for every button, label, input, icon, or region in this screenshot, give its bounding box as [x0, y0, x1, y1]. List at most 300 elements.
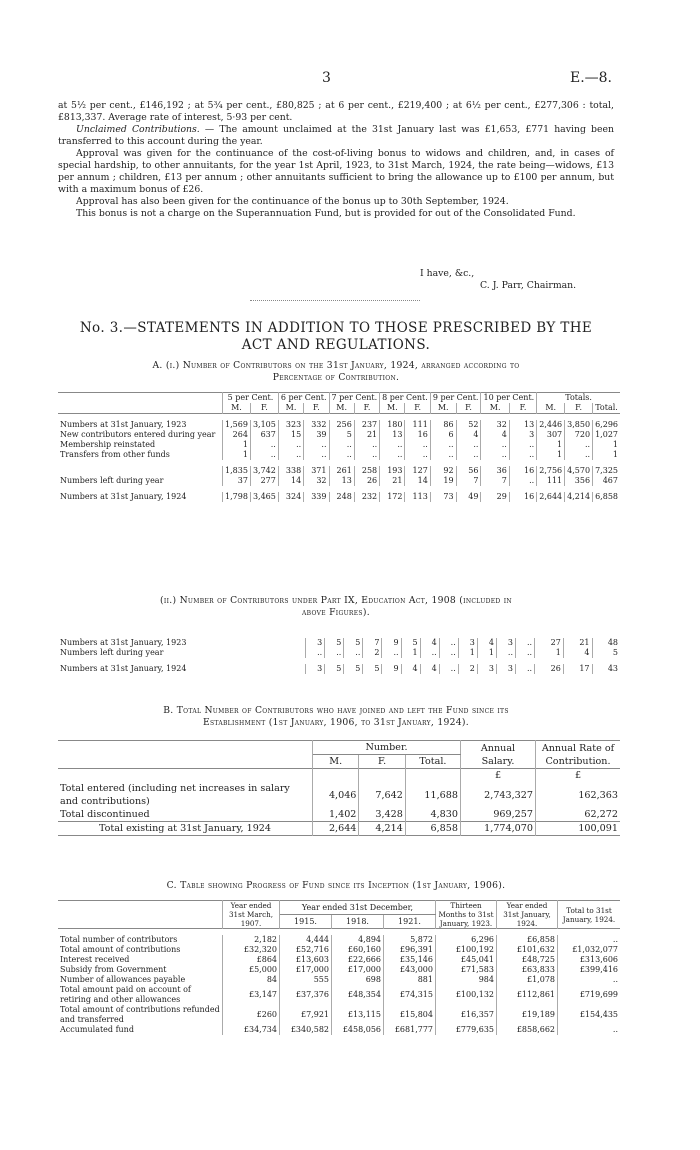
row-label: Numbers at 31st January, 1924 — [58, 492, 223, 502]
table-cell: 84 — [223, 975, 280, 985]
table-b-cell: 969,257 — [461, 808, 536, 822]
table-cell: £458,056 — [332, 1025, 384, 1035]
table-cell: 323 — [278, 420, 303, 430]
table-b-caption-line-1: B. Total Number of Contributors who have joined and left the Fund since its — [163, 705, 509, 716]
table-cell: £13,115 — [332, 1005, 384, 1025]
table-cell: 180 — [380, 420, 405, 430]
table-b-number-head: Number. — [313, 741, 461, 755]
table-cell: .. — [439, 648, 458, 658]
table-cell: 172 — [380, 492, 405, 502]
table-cell: 48 — [607, 638, 618, 647]
table-cell: 264 — [223, 430, 251, 440]
table-row — [58, 985, 620, 1005]
table-cell: 15 — [278, 430, 303, 440]
sub-head-f: F. — [250, 403, 278, 414]
table-b-label-head — [58, 741, 313, 769]
table-b-cell: 162,363 — [578, 789, 618, 801]
table-cell: 248 — [329, 492, 354, 502]
group-head-5: 5 per Cent. — [223, 393, 279, 404]
table-cell: 356 — [565, 476, 593, 486]
table-cell: .. — [306, 648, 325, 658]
table-cell: 1 — [223, 450, 251, 460]
group-head-totals: Totals. — [565, 393, 592, 402]
table-cell: .. — [430, 450, 456, 460]
table-cell: .. — [496, 648, 515, 658]
table-row — [58, 955, 620, 965]
table-cell: 1,027 — [595, 430, 618, 439]
table-cell: £112,861 — [497, 985, 558, 1005]
table-row — [58, 965, 620, 975]
table-cell: .. — [380, 440, 405, 450]
table-cell: £96,391 — [384, 945, 436, 955]
row-label: Numbers at 31st January, 1923 — [58, 638, 306, 648]
table-cell: £34,734 — [223, 1025, 280, 1035]
table-cell: 1,835 — [223, 466, 251, 476]
table-cell: 4,444 — [280, 935, 332, 945]
group-head-8: 8 per Cent. — [380, 393, 431, 404]
row-label: Number of allowances payable — [58, 975, 223, 985]
table-b-row-label: Total entered (including net increases in salary and contributions) — [58, 782, 313, 808]
table-row — [58, 420, 620, 430]
table-cell: .. — [329, 450, 354, 460]
table-cell: .. — [439, 664, 458, 674]
table-c-head-1907: Year ended 31st March, 1907. — [223, 901, 280, 929]
approval-paragraph-1: Approval was given for the continuance of the cost-of-living bonus to widows and children, and, in cases of special hardship, to other annuitants, for the year 1st April, 1923, to 31st March, 1924, the rate being—widows, £13 per annum ; children, £13 per annum ; other annuitants sufficient to bring the allowance up to £100 per annum, but with a maximum bonus of £26. — [58, 148, 614, 195]
row-label: Interest received — [58, 955, 223, 965]
table-cell: 86 — [430, 420, 456, 430]
table-c — [58, 900, 620, 1035]
table-cell: 16 — [509, 492, 536, 502]
table-cell: 36 — [481, 466, 509, 476]
table-b-m-head: M. — [313, 755, 359, 769]
table-cell: £7,921 — [280, 1005, 332, 1025]
table-cell: 3 — [306, 664, 325, 674]
row-label: Transfers from other funds — [58, 450, 223, 460]
table-b-caption-line-2: Establishment (1st January, 1906, to 31st January, 1924). — [202, 717, 470, 728]
table-b-cell: 62,272 — [584, 809, 618, 820]
table-cell: £779,635 — [436, 1025, 497, 1035]
table-cell: 7 — [481, 476, 509, 486]
page-header — [0, 70, 700, 90]
table-cell: 4 — [401, 664, 420, 674]
table-cell: £48,354 — [332, 985, 384, 1005]
table-cell: £101,632 — [497, 945, 558, 955]
table-cell: £63,833 — [497, 965, 558, 975]
table-row — [58, 440, 620, 450]
table-cell: 5 — [325, 638, 344, 648]
table-cell: 1 — [535, 648, 564, 658]
section-heading-line-2: ACT AND REGULATIONS. — [241, 337, 431, 353]
table-cell: .. — [509, 476, 536, 486]
table-cell: 984 — [436, 975, 497, 985]
table-cell: 7 — [363, 638, 382, 648]
table-cell: £22,666 — [332, 955, 384, 965]
table-cell: 232 — [354, 492, 379, 502]
table-cell: .. — [430, 440, 456, 450]
table-cell: 13 — [380, 430, 405, 440]
table-cell: 307 — [537, 430, 565, 440]
table-cell: 6,296 — [436, 935, 497, 945]
table-a-caption-line-1: A. (i.) Number of Contributors on the 31st January, 1924, arranged according to — [152, 360, 520, 371]
group-head-9: 9 per Cent. — [430, 393, 481, 404]
table-cell: 19 — [430, 476, 456, 486]
table-cell: £19,189 — [497, 1005, 558, 1025]
table-cell: 5 — [329, 430, 354, 440]
table-cell: 21 — [354, 430, 379, 440]
table-cell: 21 — [563, 638, 592, 648]
table-cell: 5 — [363, 664, 382, 674]
table-cell: £13,603 — [280, 955, 332, 965]
table-cell: 14 — [405, 476, 430, 486]
sub-head-total: Total. — [595, 403, 618, 412]
table-cell: .. — [344, 648, 363, 658]
table-c-caption: C. Table showing Progress of Fund since its Inception (1st January, 1906). — [166, 880, 506, 891]
table-cell: .. — [329, 440, 354, 450]
row-label: Membership reinstated — [58, 440, 223, 450]
page-number: 3 — [322, 70, 331, 86]
table-cell: 5 — [344, 638, 363, 648]
table-b-cell: 4,214 — [359, 822, 405, 836]
rate-unit: £ — [574, 770, 582, 781]
sub-head-f: F. — [456, 403, 481, 414]
table-cell: £3,147 — [223, 985, 280, 1005]
row-label: Total amount paid on account of retiring and other allowances — [58, 985, 223, 1005]
row-label: Total number of contributors — [58, 935, 223, 945]
table-cell: 4 — [481, 430, 509, 440]
table-cell: 881 — [384, 975, 436, 985]
table-cell: .. — [354, 440, 379, 450]
table-cell: 4 — [420, 638, 439, 648]
sub-head-m: M. — [481, 403, 509, 414]
table-cell: 4 — [420, 664, 439, 674]
table-cell: 1 — [477, 648, 496, 658]
table-cell: .. — [509, 440, 536, 450]
sub-head-f: F. — [354, 403, 379, 414]
table-cell: 17 — [563, 664, 592, 674]
table-row — [58, 466, 620, 476]
divider — [250, 300, 420, 301]
table-cell: 2,182 — [223, 935, 280, 945]
table-b-cell: 11,688 — [405, 782, 460, 808]
table-cell: 5 — [344, 664, 363, 674]
unclaimed-title: Unclaimed Contributions. — [76, 124, 200, 135]
table-cell: 4,894 — [332, 935, 384, 945]
row-label: Subsidy from Government — [58, 965, 223, 975]
table-cell: 4 — [456, 430, 481, 440]
table-b-total-head: Total. — [405, 755, 460, 769]
table-cell: .. — [405, 450, 430, 460]
table-cell: .. — [509, 450, 536, 460]
table-row — [58, 945, 620, 955]
table-cell: 720 — [565, 430, 593, 440]
table-cell: .. — [304, 450, 329, 460]
table-cell: .. — [380, 450, 405, 460]
row-label: Numbers left during year — [58, 648, 306, 658]
table-cell: 3,105 — [250, 420, 278, 430]
table-b-cell: 4,830 — [405, 808, 460, 822]
table-cell: 277 — [250, 476, 278, 486]
table-cell: £1,032,077 — [572, 945, 618, 954]
table-cell: £260 — [223, 1005, 280, 1025]
table-cell: .. — [250, 450, 278, 460]
table-cell: £60,160 — [332, 945, 384, 955]
table-c-head-total: Total to 31st January, 1924. — [562, 905, 616, 924]
table-aii — [58, 632, 620, 674]
table-cell: 2 — [458, 664, 477, 674]
table-cell: 4,570 — [565, 466, 593, 476]
table-row — [58, 476, 620, 486]
table-row — [58, 450, 620, 460]
table-cell: .. — [516, 664, 535, 674]
table-b-cell: 4,046 — [313, 782, 359, 808]
table-cell: £16,357 — [436, 1005, 497, 1025]
table-cell: 3,465 — [250, 492, 278, 502]
sub-head-m: M. — [537, 403, 565, 414]
table-cell: 6 — [430, 430, 456, 440]
table-cell: 37 — [223, 476, 251, 486]
table-b-f-head: F. — [359, 755, 405, 769]
table-b-cell: 1,774,070 — [461, 822, 536, 836]
table-aii-caption — [58, 595, 614, 619]
table-cell: £32,320 — [223, 945, 280, 955]
table-cell: 1 — [537, 450, 565, 460]
sub-head-m: M. — [329, 403, 354, 414]
interest-summary: at 5½ per cent., £146,192 ; at 5¾ per cent., £80,825 ; at 6 per cent., £219,400 ; at 6½ per cent., £277,306 : total, £813,337. Average rate of interest, 5·93 per cent. — [58, 100, 614, 123]
table-b-rate-head: Annual Rate of Contribution. — [541, 742, 615, 767]
table-cell: 43 — [607, 664, 618, 673]
table-cell: 3 — [458, 638, 477, 648]
table-cell: .. — [304, 440, 329, 450]
table-cell: £71,583 — [436, 965, 497, 975]
table-cell: £154,435 — [579, 1010, 618, 1019]
table-cell: 26 — [354, 476, 379, 486]
table-cell: .. — [612, 935, 618, 944]
table-cell: 1,798 — [223, 492, 251, 502]
table-cell: 2,756 — [537, 466, 565, 476]
row-label: Accumulated fund — [58, 1025, 223, 1035]
table-cell: .. — [612, 975, 618, 984]
table-cell: 52 — [456, 420, 481, 430]
table-cell: 338 — [278, 466, 303, 476]
table-cell: .. — [612, 1025, 618, 1034]
table-cell: 6,296 — [595, 420, 618, 429]
table-b-cell: 3,428 — [359, 808, 405, 822]
table-cell: £719,699 — [579, 990, 618, 999]
table-cell: 256 — [329, 420, 354, 430]
row-label: Total amount of contributions refunded and transferred — [58, 1005, 223, 1025]
table-cell: 5 — [401, 638, 420, 648]
table-cell: £52,716 — [280, 945, 332, 955]
table-a-caption — [58, 360, 614, 384]
table-cell: 1 — [537, 440, 565, 450]
table-cell: 39 — [304, 430, 329, 440]
table-cell: 9 — [382, 664, 401, 674]
sub-head-f: F. — [509, 403, 536, 414]
table-cell: .. — [481, 450, 509, 460]
table-b-salary-head: Annual Salary. — [461, 741, 536, 769]
table-cell: £100,132 — [436, 985, 497, 1005]
table-cell: 7,325 — [595, 466, 618, 475]
sub-head-f: F. — [304, 403, 329, 414]
table-c-head-thirteen: Thirteen Months to 31st January, 1923. — [436, 901, 497, 929]
row-label: Numbers at 31st January, 1923 — [58, 420, 223, 430]
table-cell: .. — [565, 440, 593, 450]
sub-head-m: M. — [380, 403, 405, 414]
table-b-row-label: Total discontinued — [58, 808, 313, 822]
table-cell: £340,582 — [280, 1025, 332, 1035]
table-cell: 4 — [563, 648, 592, 658]
group-head-6: 6 per Cent. — [278, 393, 329, 404]
table-aii-caption-line-2: above Figures). — [302, 607, 370, 618]
intro-text — [58, 100, 614, 220]
table-cell: £858,662 — [497, 1025, 558, 1035]
table-cell: 5 — [325, 664, 344, 674]
table-cell: 237 — [354, 420, 379, 430]
document-reference: E.—8. — [569, 70, 612, 86]
table-c-label-head — [58, 901, 223, 929]
table-row — [58, 664, 620, 674]
table-row — [58, 935, 620, 945]
table-cell: £864 — [223, 955, 280, 965]
table-cell: 332 — [304, 420, 329, 430]
table-cell: .. — [516, 648, 535, 658]
table-cell: .. — [405, 440, 430, 450]
table-row — [58, 648, 620, 658]
table-row — [58, 1025, 620, 1035]
table-cell: 4,214 — [565, 492, 593, 502]
table-row — [58, 638, 620, 648]
table-cell: .. — [565, 450, 593, 460]
table-cell: 32 — [304, 476, 329, 486]
table-cell: .. — [278, 450, 303, 460]
table-cell: 6,858 — [595, 492, 618, 501]
row-label: Total amount of contributions — [58, 945, 223, 955]
table-cell: 1,569 — [223, 420, 251, 430]
approval-paragraph-2: Approval has also been given for the continuance of the bonus up to 30th September, 1924. — [76, 196, 509, 207]
table-b-cell: 7,642 — [359, 782, 405, 808]
table-aii-caption-line-1: (ii.) Number of Contributors under Part IX, Education Act, 1908 (included in — [160, 595, 512, 606]
sub-head-m: M. — [223, 403, 251, 414]
table-cell: 3 — [509, 430, 536, 440]
table-row — [58, 430, 620, 440]
table-cell: .. — [420, 648, 439, 658]
table-cell: .. — [456, 450, 481, 460]
closing-line: I have, &c., — [420, 268, 475, 279]
table-cell: 16 — [509, 466, 536, 476]
table-cell: .. — [456, 440, 481, 450]
table-cell: .. — [481, 440, 509, 450]
sub-head-f: F. — [565, 403, 593, 414]
table-cell: £35,146 — [384, 955, 436, 965]
table-cell: 14 — [278, 476, 303, 486]
group-head-7: 7 per Cent. — [329, 393, 380, 404]
table-a-caption-line-2: Percentage of Contribution. — [272, 372, 400, 383]
table-cell: 339 — [304, 492, 329, 502]
table-cell: 3,850 — [565, 420, 593, 430]
approval-paragraph-3: This bonus is not a charge on the Superannuation Fund, but is provided for out of the Consolidated Fund. — [76, 208, 576, 219]
table-c-head-1921: 1921. — [384, 915, 436, 929]
table-cell: 1 — [612, 450, 618, 459]
row-label: Numbers left during year — [58, 476, 223, 486]
table-cell: £6,858 — [497, 935, 558, 945]
table-cell: £313,606 — [579, 955, 618, 964]
table-cell: .. — [325, 648, 344, 658]
table-row — [58, 492, 620, 502]
salary-unit: £ — [461, 769, 536, 783]
table-cell: £5,000 — [223, 965, 280, 975]
table-cell: £399,416 — [579, 965, 618, 974]
table-cell: .. — [516, 638, 535, 648]
table-cell: 3 — [306, 638, 325, 648]
table-b-cell: 6,858 — [405, 822, 460, 836]
table-b-cell: 100,091 — [578, 823, 618, 834]
table-cell: .. — [250, 440, 278, 450]
table-cell: 113 — [405, 492, 430, 502]
table-cell: 49 — [456, 492, 481, 502]
sub-head-m: M. — [278, 403, 303, 414]
table-cell: 1 — [612, 440, 618, 449]
table-cell: 29 — [481, 492, 509, 502]
table-cell: 258 — [354, 466, 379, 476]
table-cell: 2 — [363, 648, 382, 658]
section-heading-line-1: No. 3.—STATEMENTS IN ADDITION TO THOSE PRESCRIBED BY THE — [79, 320, 593, 336]
table-cell: 555 — [280, 975, 332, 985]
table-a — [58, 392, 620, 502]
row-label: Numbers at 31st January, 1924 — [58, 664, 306, 674]
table-cell: £17,000 — [332, 965, 384, 975]
table-cell: 9 — [382, 638, 401, 648]
table-cell: 32 — [481, 420, 509, 430]
table-cell: .. — [439, 638, 458, 648]
table-cell: 467 — [602, 476, 618, 485]
table-cell: .. — [278, 440, 303, 450]
table-cell: £74,315 — [384, 985, 436, 1005]
table-cell: 1 — [458, 648, 477, 658]
table-c-head-december: Year ended 31st December, — [280, 901, 436, 915]
table-cell: 3 — [496, 664, 515, 674]
table-row — [58, 1005, 620, 1025]
table-cell: 111 — [405, 420, 430, 430]
table-b — [58, 740, 620, 836]
table-b-cell: 2,743,327 — [461, 782, 536, 808]
table-cell: 7 — [456, 476, 481, 486]
table-b-caption — [58, 705, 614, 729]
sub-head-m: M. — [430, 403, 456, 414]
unclaimed-paragraph — [58, 124, 614, 148]
table-cell: 111 — [537, 476, 565, 486]
table-cell: 13 — [509, 420, 536, 430]
table-cell: 371 — [304, 466, 329, 476]
table-row — [58, 975, 620, 985]
table-cell: 2,644 — [537, 492, 565, 502]
table-c-head-1915: 1915. — [280, 915, 332, 929]
table-cell: 3,742 — [250, 466, 278, 476]
table-cell: £15,804 — [384, 1005, 436, 1025]
table-cell: £1,078 — [497, 975, 558, 985]
table-cell: £100,192 — [436, 945, 497, 955]
table-cell: 193 — [380, 466, 405, 476]
table-cell: £17,000 — [280, 965, 332, 975]
table-cell: £37,376 — [280, 985, 332, 1005]
table-cell: 637 — [250, 430, 278, 440]
table-cell: 324 — [278, 492, 303, 502]
table-cell: 1 — [223, 440, 251, 450]
row-label — [58, 466, 223, 476]
table-cell: 4 — [477, 638, 496, 648]
section-heading — [58, 320, 614, 354]
table-cell: .. — [354, 450, 379, 460]
table-cell: 5,872 — [384, 935, 436, 945]
